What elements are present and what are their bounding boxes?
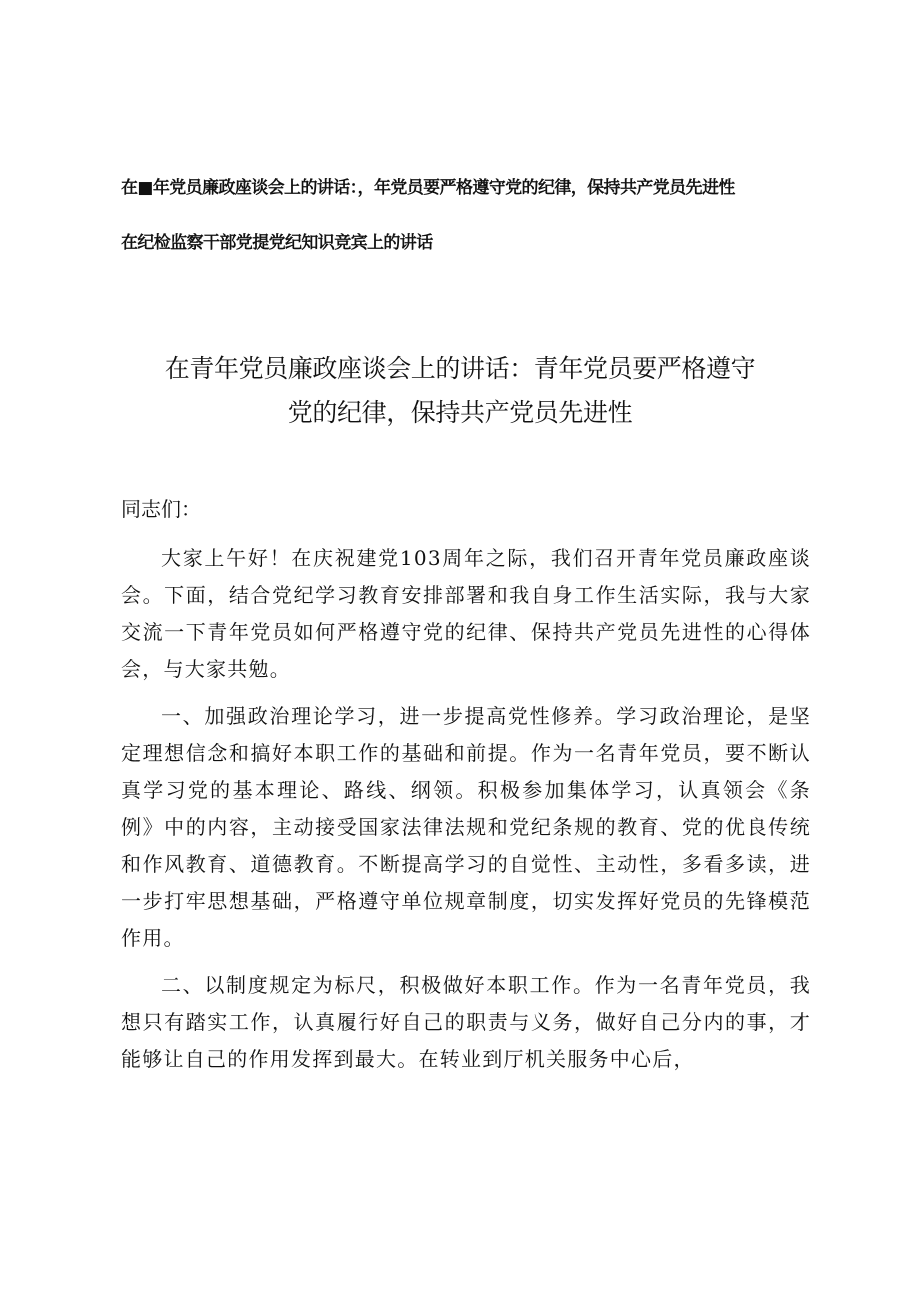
title-line-2: 党的纪律，保持共产党员先进性 [287,398,633,427]
toc-item: 在■年党员廉政座谈会上的讲话：，年党员要严格遵守党的纪律，保持共产党员先进性 [121,178,735,198]
document-body [121,491,811,1088]
toc-item: 在纪检监察干部党提党纪知识竞宾上的讲话 [121,233,433,253]
document-toc [121,176,841,255]
document-title [120,347,800,435]
body-paragraph: 一、加强政治理论学习，进一步提高党性修养。学习政治理论，是坚定理想信念和搞好本职工作的基础和前提。作为一名青年党员，要不断认真学习党的基本理论、路线、纲领。积极参加集体学习，认真领会《条例》中的内容，主动接受国家法律法规和党纪条规的教育、党的优良传统和作风教育、道德教育。不断提高学习的自觉性、主动性，多看多读，进一步打牢思想基础，严格遵守单位规章制度，切实发挥好党员的先锋模范作用。 [121,704,811,950]
body-paragraph: 大家上午好！在庆祝建党103周年之际，我们召开青年党员廉政座谈会。下面，结合党纪学习教育安排部署和我自身工作生活实际，我与大家交流一下青年党员如何严格遵守党的纪律、保持共产党员先进性的心得体会，与大家共勉。 [121,546,811,681]
title-line-1: 在青年党员廉政座谈会上的讲话：青年党员要严格遵守 [164,354,756,383]
body-paragraph: 二、以制度规定为标尺，积极做好本职工作。作为一名青年党员，我想只有踏实工作，认真履行好自己的职责与义务，做好自己分内的事，才能够让自己的作用发挥到最大。在转业到厅机关服务中心后， [121,973,811,1071]
salutation: 同志们： [121,497,201,521]
